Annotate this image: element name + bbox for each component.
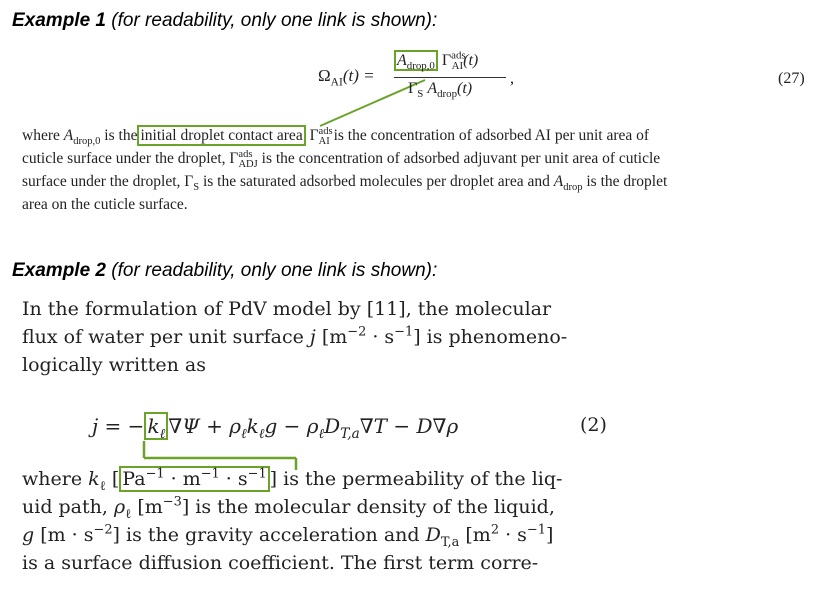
eq27-denominator: $\Gamma_S$ $A_{drop}(t)$ — [408, 80, 473, 101]
ex2-intro-line-3: logically written as — [22, 354, 206, 376]
linked-definition-box[interactable]: initial droplet contact area — [137, 125, 305, 146]
example1-paragraph — [22, 124, 812, 216]
linked-units-box[interactable]: $Pa^{-1} \cdot m^{-1} \cdot s^{-1}$ — [119, 466, 269, 492]
eq27-fraction-bar — [394, 77, 506, 78]
eq27-number: (27) — [778, 70, 805, 87]
eq2-body: j = − $k_\ell$ $\nabla\Psi + \rho_\ell k_\ell g - \rho_\ell D_{T,a}\nabla T - D\nabla\rho$ — [92, 414, 459, 442]
eq27-comma: , — [510, 70, 514, 87]
ex2-para-line-2: uid path, $\rho_\ell$ $[m^{-3}]$ is the molecular density of the liquid, — [22, 494, 555, 522]
ex1-line-2: cuticle surface under the droplet, $\Gamma^{ads}_{ADJ}$ is the concentration of adsorbed adjuvant per unit area of cuticle — [22, 148, 661, 171]
example2-heading: Example 2 (for readability, only one link is shown): — [12, 260, 438, 281]
eq27-numerator: $A_{drop,0}$ $\Gamma^{ads}_{AI}(t)$ — [394, 52, 478, 70]
ex2-intro-line-2: flux of water per unit surface j $[m^{-2} \cdot s^{-1}]$ is phenomeno- — [22, 324, 568, 348]
example1-heading: Example 1 (for readability, only one link is shown): — [12, 10, 438, 31]
ex2-para-line-4: is a surface diffusion coefficient. The first term corre- — [22, 552, 539, 574]
ex1-line-4: area on the cuticle surface. — [22, 196, 188, 213]
ex2-para-line-3: g $[m \cdot s^{-2}]$ is the gravity acceleration and $D_{T,a}$ $[m^2 \cdot s^{-1}]$ — [22, 522, 554, 550]
eq2-linked-symbol[interactable]: $k_\ell$ — [144, 412, 168, 440]
ex2-intro-line-1: In the formulation of PdV model by [11], the molecular — [22, 298, 552, 320]
eq2-number: (2) — [580, 414, 607, 436]
ex2-para-line-1: where $k_\ell$ [ $Pa^{-1} \cdot m^{-1} \cdot s^{-1}$ ] is the permeability of the liq- — [22, 466, 563, 494]
eq27-linked-symbol[interactable]: $A_{drop,0}$ — [394, 50, 438, 71]
ex1-line-3: surface under the droplet, $\Gamma_S$ is the saturated adsorbed molecules per droplet area and $A_{drop}$ is the droplet — [22, 173, 668, 194]
eq27-lhs: $\Omega_{AI}(t)$ = — [318, 66, 375, 89]
ex1-line-1: where $A_{drop,0}$ is the initial droplet contact area $\Gamma^{ads}_{AI}$ is the concentration of adsorbed AI per unit area of — [22, 125, 650, 148]
